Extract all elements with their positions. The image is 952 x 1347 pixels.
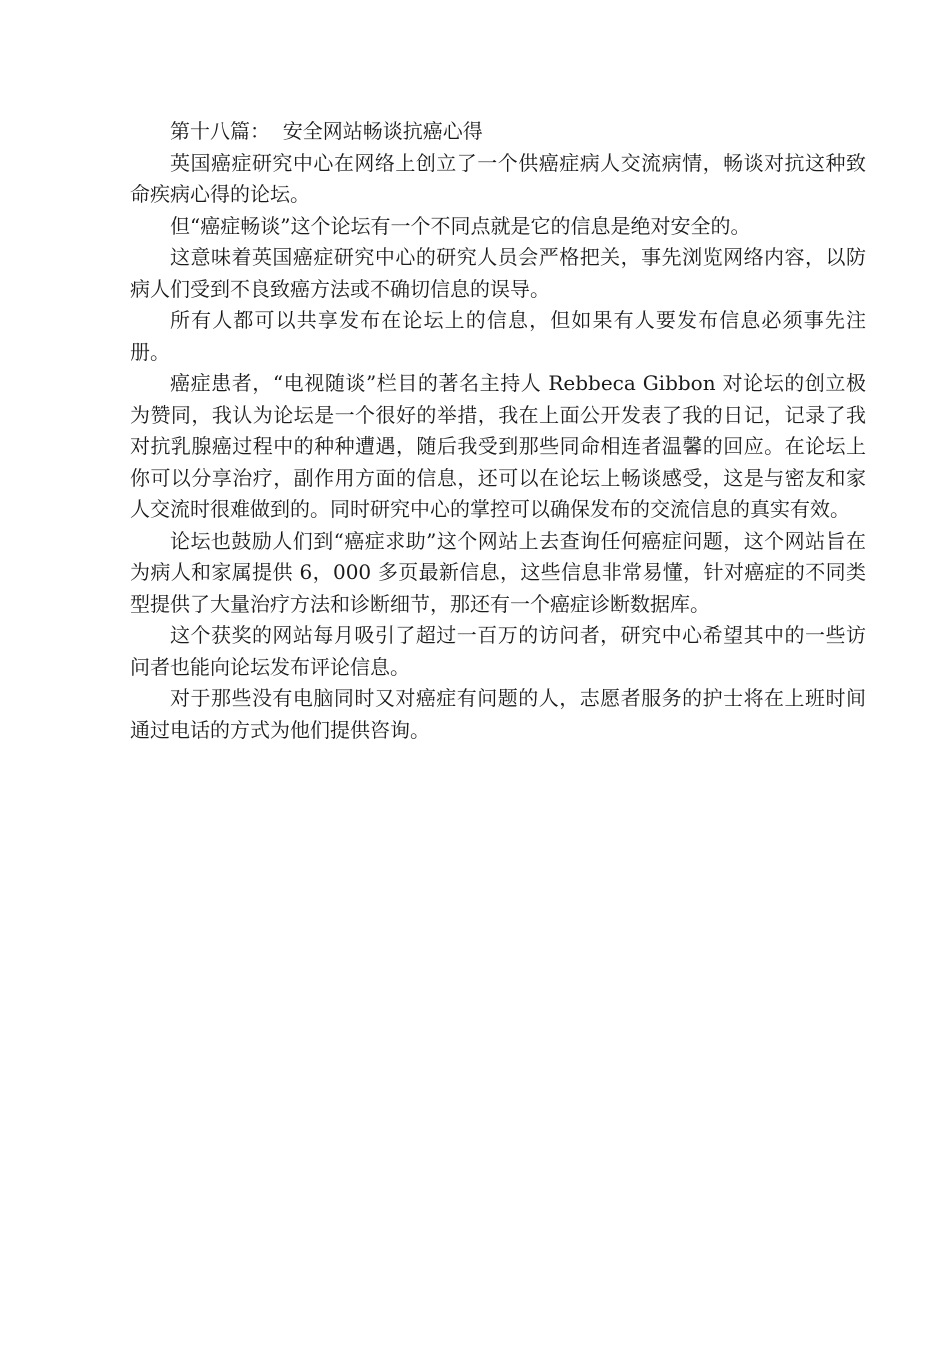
paragraph-7: 这个获奖的网站每月吸引了超过一百万的访问者，研究中心希望其中的一些访问者也能向论坛发布评论信息。	[130, 623, 866, 679]
paragraph-4: 所有人都可以共享发布在论坛上的信息，但如果有人要发布信息必须事先注册。	[130, 308, 866, 364]
paragraph-6: 论坛也鼓励人们到“癌症求助”这个网站上去查询任何癌症问题，这个网站旨在为病人和家属提供 6，000 多页最新信息，这些信息非常易懂，针对癌症的不同类型提供了大量治疗方法和诊断细节，那还有一个癌症诊断数据库。	[130, 528, 866, 616]
paragraph-1: 英国癌症研究中心在网络上创立了一个供癌症病人交流病情，畅谈对抗这种致命疾病心得的论坛。	[130, 150, 866, 206]
article-title: 第十八篇： 安全网站畅谈抗癌心得	[170, 119, 483, 143]
paragraph-5: 癌症患者，“电视随谈”栏目的著名主持人 Rebbeca Gibbon 对论坛的创立极为赞同，我认为论坛是一个很好的举措，我在上面公开发表了我的日记，记录了我对抗乳腺癌过程中的种种遭遇，随后我受到那些同命相连者温馨的回应。在论坛上你可以分享治疗，副作用方面的信息，还可以在论坛上畅谈感受，这是与密友和家人交流时很难做到的。同时研究中心的掌控可以确保发布的交流信息的真实有效。	[130, 371, 866, 521]
paragraph-2: 但“癌症畅谈”这个论坛有一个不同点就是它的信息是绝对安全的。	[170, 213, 751, 238]
paragraph-3: 这意味着英国癌症研究中心的研究人员会严格把关，事先浏览网络内容，以防病人们受到不良致癌方法或不确切信息的误导。	[130, 245, 866, 301]
paragraph-8: 对于那些没有电脑同时又对癌症有问题的人，志愿者服务的护士将在上班时间通过电话的方式为他们提供咨询。	[130, 686, 866, 742]
article-body	[130, 116, 866, 746]
